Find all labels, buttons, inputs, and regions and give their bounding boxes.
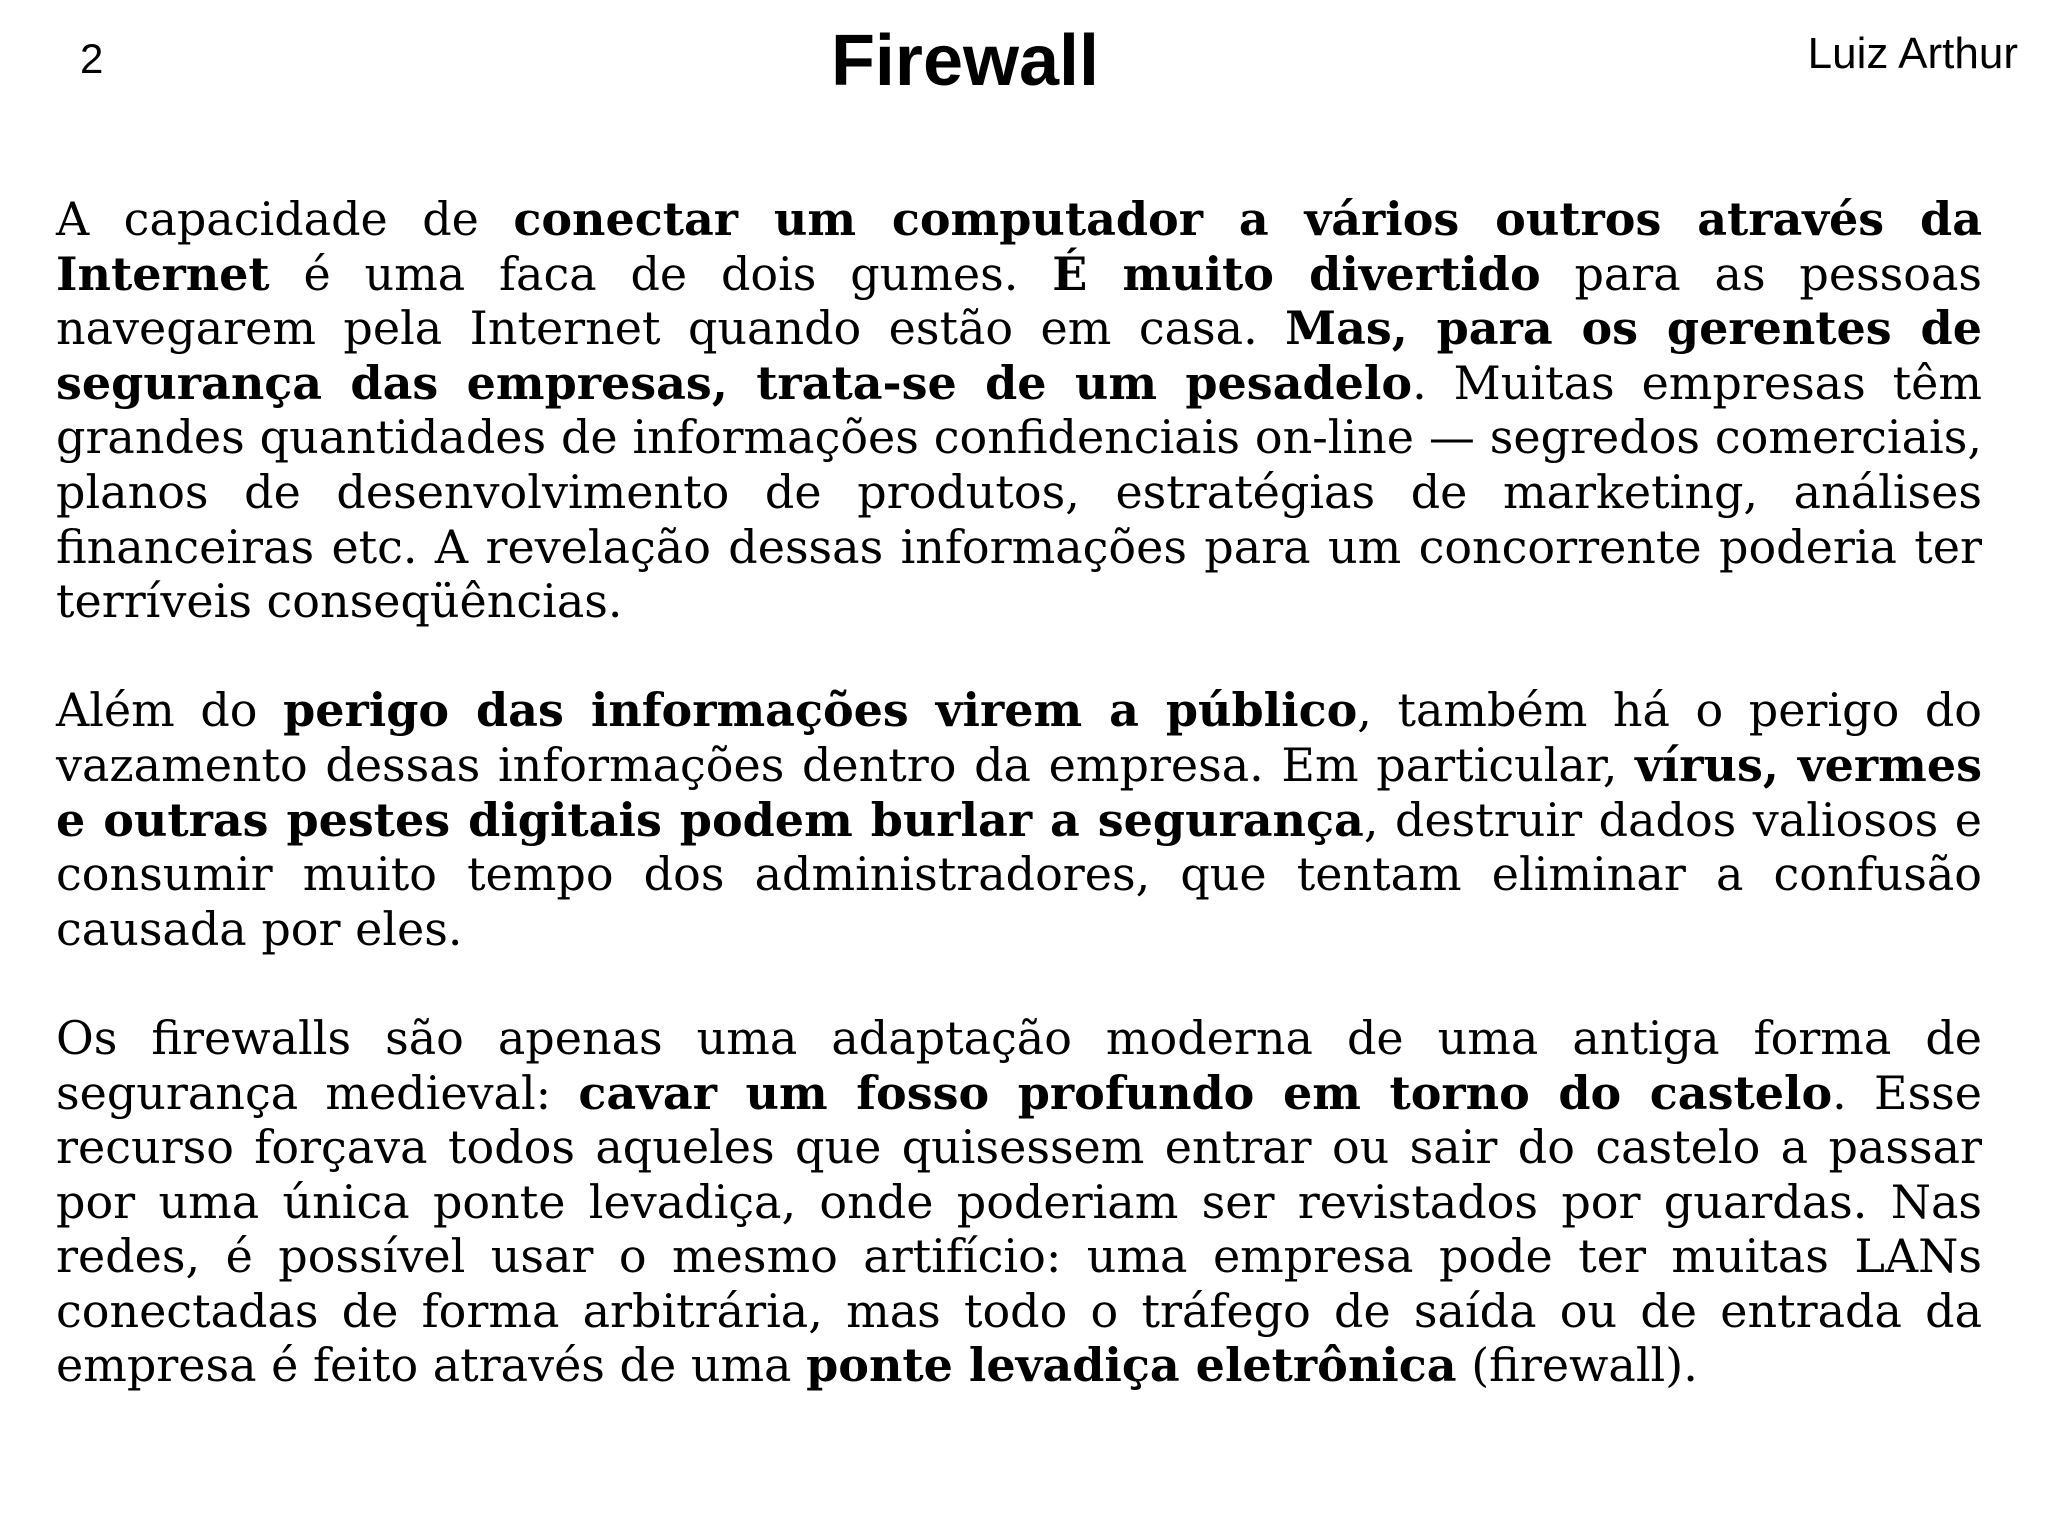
emphasis-text: vírus, vermes e outras pestes digitais podem burlar a segurança bbox=[56, 737, 1982, 847]
slide-body bbox=[56, 192, 1982, 1448]
text-segment: . Muitas empresas têm grandes quantidades de informações confidenciais on-line — segredos comerciais, planos de desenvolvimento de produtos, estratégias de marketing, análises financeiras etc. A revelação dessas informações para um concorrente poderia ter terríveis conseqüências. bbox=[56, 355, 1982, 629]
page-number: 2 bbox=[80, 35, 104, 82]
emphasis-text: cavar um fosso profundo em torno do castelo bbox=[578, 1065, 1833, 1120]
text-segment: A capacidade de bbox=[56, 192, 514, 246]
text-segment: Os firewalls são apenas uma adaptação moderna de uma antiga forma de segurança medieval: bbox=[56, 1010, 1982, 1120]
paragraph-2 bbox=[56, 683, 1982, 956]
emphasis-text: conectar um computador a vários outros através da Internet bbox=[56, 192, 1982, 301]
author-name: Luiz Arthur bbox=[1807, 29, 2018, 78]
text-segment: para as pessoas navegarem pela Internet quando estão em casa. bbox=[56, 246, 1982, 356]
emphasis-text: perigo das informações virem a público bbox=[283, 683, 1358, 738]
text-segment: Além do bbox=[56, 683, 284, 738]
emphasis-text: É muito divertido bbox=[1052, 246, 1541, 301]
text-segment: (firewall). bbox=[1456, 1338, 1698, 1393]
page-title: Firewall bbox=[830, 21, 1100, 101]
paragraph-3 bbox=[56, 1011, 1982, 1393]
text-segment: é uma faca de dois gumes. bbox=[269, 246, 1053, 301]
paragraph-1 bbox=[56, 192, 1982, 629]
text-segment: . Esse recurso forçava todos aqueles que quisessem entrar ou sair do castelo a passar por uma única ponte levadiça, onde poderiam ser revistados por guardas. Nas redes, é possível usar o mesmo artifício: uma empresa pode ter muitas LANs conectadas de forma arbitrária, mas todo o tráfego de saída ou de entrada da empresa é feito através de uma bbox=[56, 1065, 1983, 1393]
text-segment: , destruir dados valiosos e consumir muito tempo dos administradores, que tentam eliminar a confusão causada por eles. bbox=[56, 792, 1983, 956]
emphasis-text: ponte levadiça eletrônica bbox=[806, 1338, 1457, 1393]
emphasis-text: Mas, para os gerentes de segurança das empresas, trata-se de um pesadelo bbox=[56, 301, 1982, 410]
text-segment: , também há o perigo do vazamento dessas informações dentro da empresa. Em particular, bbox=[56, 683, 1982, 792]
